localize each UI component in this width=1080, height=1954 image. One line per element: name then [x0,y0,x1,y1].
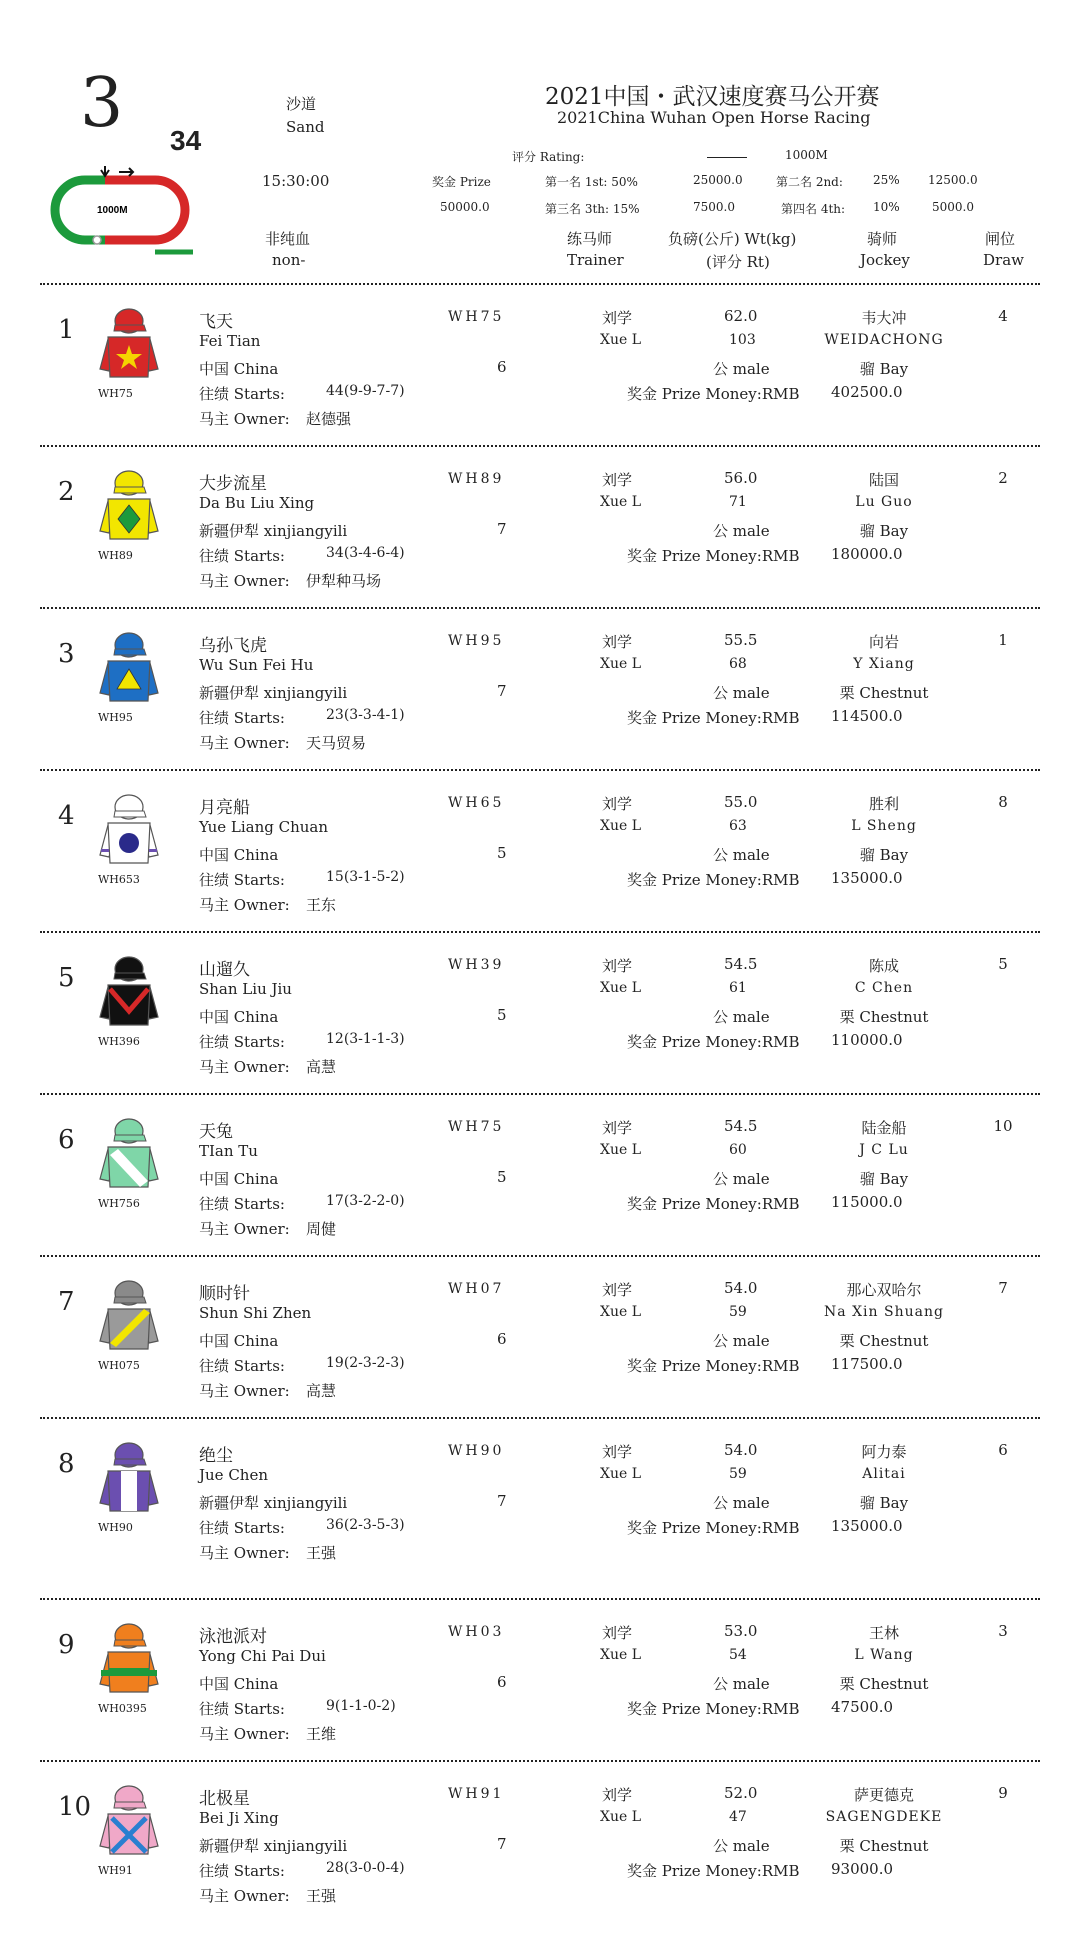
horse-color: 栗 Chestnut [839,1675,929,1693]
jockey-en: L Sheng [851,818,917,834]
list-item[interactable] [0,1105,1080,1255]
entry-separator [40,931,1040,933]
horse-age: 7 [497,520,507,538]
silk-code: WH90 [98,1521,133,1534]
rating: 59 [729,1466,747,1482]
jockey-cn: 陆国 [868,471,900,489]
horse-age: 6 [497,1330,507,1348]
starts-label: 往绩 Starts: [199,547,285,565]
prize-money-label: 奖金 Prize Money:RMB [627,1195,800,1213]
entry-separator [40,607,1040,609]
horse-origin: 中国 China [199,1675,279,1693]
silk-code: WH0395 [98,1702,147,1715]
horse-sex: 公 male [713,684,770,702]
starts-record: 17(3-2-2-0) [326,1193,405,1209]
horse-name-cn: 大步流星 [199,474,267,494]
jockey-cn: 陆金船 [861,1119,907,1137]
horse-name-en: Bei Ji Xing [199,1809,279,1827]
prize-money: 180000.0 [831,545,903,563]
surface-cn: 沙道 [286,95,317,113]
starts-label: 往绩 Starts: [199,385,285,403]
rating: 61 [729,980,747,996]
trainer-cn: 刘学 [602,1281,633,1299]
prize-money: 93000.0 [831,1860,894,1878]
trainer-en: Xue L [600,1647,642,1663]
col-jockey-cn: 骑师 [867,230,898,248]
list-item[interactable] [0,1772,1080,1922]
prize-total: 50000.0 [440,200,490,214]
horse-number: 7 [58,1287,75,1317]
silk-code: WH396 [98,1035,140,1048]
owner-name: 周健 [306,1220,337,1238]
prize-money-label: 奖金 Prize Money:RMB [627,547,800,565]
horse-sex: 公 male [713,1494,770,1512]
horse-color: 骝 Bay [859,360,909,378]
header-separator [40,283,1040,285]
draw-number: 10 [993,1117,1013,1135]
weight: 52.0 [724,1784,758,1802]
trainer-cn: 刘学 [602,633,633,651]
horse-name-en: Fei Tian [199,332,261,350]
jockey-en: Y Xiang [853,656,915,672]
fourth-pct: 10% [873,200,900,214]
rating: 54 [729,1647,747,1663]
prize-money: 402500.0 [831,383,903,401]
draw-number: 3 [998,1622,1008,1640]
list-item[interactable] [0,1610,1080,1760]
jockey-silk-icon [96,467,162,547]
horse-color: 栗 Chestnut [839,684,929,702]
jockey-cn: 阿力泰 [861,1443,907,1461]
horse-origin: 新疆伊犁 xinjiangyili [199,522,348,540]
owner-label: 马主 Owner: [199,410,290,428]
weight: 55.0 [724,793,758,811]
horse-name-cn: 泳池派对 [199,1627,267,1647]
jockey-cn: 王林 [868,1624,900,1642]
weight: 54.0 [724,1279,758,1297]
first-amount: 25000.0 [693,173,743,187]
owner-name: 高慧 [306,1058,337,1076]
silk-code: WH95 [98,711,133,724]
track-diagram [45,160,200,260]
jockey-silk-icon [96,1277,162,1357]
list-item[interactable] [0,619,1080,769]
horse-name-en: Da Bu Liu Xing [199,494,315,512]
rating: 71 [729,494,747,510]
silk-code: WH756 [98,1197,140,1210]
jockey-silk-icon [96,791,162,871]
trainer-en: Xue L [600,494,642,510]
track-distance-label: 1000M [97,205,128,216]
weight: 54.0 [724,1441,758,1459]
horse-sex: 公 male [713,522,770,540]
prize-money-label: 奖金 Prize Money:RMB [627,709,800,727]
draw-number: 5 [998,955,1008,973]
trainer-cn: 刘学 [602,471,633,489]
trainer-cn: 刘学 [602,1119,633,1137]
draw-number: 6 [998,1441,1008,1459]
draw-number: 8 [998,793,1008,811]
starts-record: 19(2-3-2-3) [326,1355,405,1371]
owner-name: 高慧 [306,1382,337,1400]
horse-origin: 新疆伊犁 xinjiangyili [199,1837,348,1855]
prize-money: 115000.0 [831,1193,903,1211]
entry-separator [40,1760,1040,1762]
horse-code: WH89 [448,471,505,487]
trainer-cn: 刘学 [602,309,633,327]
horse-code: WH03 [448,1624,505,1640]
horse-name-cn: 绝尘 [199,1446,233,1466]
horse-age: 7 [497,1835,507,1853]
col-draw-en: Draw [983,251,1024,269]
rating: 60 [729,1142,747,1158]
starts-label: 往绩 Starts: [199,1357,285,1375]
owner-label: 马主 Owner: [199,1220,290,1238]
trainer-en: Xue L [600,1142,642,1158]
horse-origin: 中国 China [199,846,279,864]
starts-record: 23(3-3-4-1) [326,707,405,723]
prize-money: 135000.0 [831,869,903,887]
horse-name-en: Yue Liang Chuan [199,818,329,836]
owner-label: 马主 Owner: [199,1887,290,1905]
horse-name-en: Yong Chi Pai Dui [199,1647,326,1665]
horse-origin: 中国 China [199,1332,279,1350]
title-cn: 2021中国・武汉速度赛马公开赛 [545,84,880,110]
horse-color: 骝 Bay [859,1170,909,1188]
horse-sex: 公 male [713,1837,770,1855]
prize-money-label: 奖金 Prize Money:RMB [627,1519,800,1537]
silk-code: WH75 [98,387,133,400]
race-number: 3 [80,64,124,143]
owner-label: 马主 Owner: [199,1725,290,1743]
list-item[interactable] [0,457,1080,607]
horse-code: WH91 [448,1786,505,1802]
jockey-silk-icon [96,305,162,385]
entry-separator [40,445,1040,447]
distance: 1000M [785,148,828,162]
prize-money-label: 奖金 Prize Money:RMB [627,385,800,403]
list-item[interactable] [0,781,1080,931]
horse-sex: 公 male [713,1332,770,1350]
rating: 59 [729,1304,747,1320]
col-weight-cn: 负磅(公斤) Wt(kg) [668,230,797,248]
horse-number: 1 [58,315,75,345]
weight: 55.5 [724,631,758,649]
prize-money-label: 奖金 Prize Money:RMB [627,1700,800,1718]
prize-money: 110000.0 [831,1031,903,1049]
horse-origin: 中国 China [199,1170,279,1188]
list-item[interactable] [0,1429,1080,1579]
jockey-en: SAGENGDEKE [825,1809,943,1825]
col-draw-cn: 闸位 [985,230,1016,248]
draw-number: 7 [998,1279,1008,1297]
jockey-silk-icon [96,629,162,709]
horse-name-cn: 山遛久 [199,960,250,980]
jockey-cn: 陈成 [868,957,900,975]
jockey-en: WEIDACHONG [824,332,944,348]
starts-label: 往绩 Starts: [199,1195,285,1213]
rating: 68 [729,656,747,672]
horse-name-en: Jue Chen [199,1466,268,1484]
jockey-cn: 胜利 [868,795,900,813]
horse-age: 5 [497,1168,507,1186]
owner-name: 天马贸易 [306,734,367,752]
owner-label: 马主 Owner: [199,896,290,914]
horse-color: 栗 Chestnut [839,1008,929,1026]
draw-number: 4 [998,307,1008,325]
list-item[interactable] [0,295,1080,445]
horse-name-cn: 月亮船 [199,798,250,818]
horse-name-cn: 乌孙飞虎 [199,636,267,656]
starts-record: 12(3-1-1-3) [326,1031,405,1047]
horse-age: 5 [497,844,507,862]
trainer-en: Xue L [600,1466,642,1482]
horse-sex: 公 male [713,1675,770,1693]
horse-sex: 公 male [713,846,770,864]
trainer-en: Xue L [600,1809,642,1825]
owner-label: 马主 Owner: [199,1058,290,1076]
starts-record: 44(9-9-7-7) [326,383,405,399]
prize-money-label: 奖金 Prize Money:RMB [627,1862,800,1880]
horse-origin: 新疆伊犁 xinjiangyili [199,1494,348,1512]
starts-record: 9(1-1-0-2) [326,1698,396,1714]
fourth-amount: 5000.0 [932,200,974,214]
breed-en: non- [272,251,306,269]
horse-age: 7 [497,682,507,700]
starts-label: 往绩 Starts: [199,1862,285,1880]
horse-number: 10 [58,1792,92,1822]
owner-name: 王强 [306,1544,337,1562]
prize-label: 奖金 Prize [432,175,491,189]
starts-label: 往绩 Starts: [199,1033,285,1051]
list-item[interactable] [0,1267,1080,1417]
jockey-cn: 萨更德克 [853,1786,915,1804]
horse-number: 6 [58,1125,75,1155]
horse-number: 4 [58,801,75,831]
horse-age: 6 [497,1673,507,1691]
owner-name: 王维 [306,1725,337,1743]
horse-sex: 公 male [713,1170,770,1188]
jockey-en: L Wang [854,1647,914,1663]
trainer-cn: 刘学 [602,795,633,813]
horse-name-en: Shan Liu Jiu [199,980,292,998]
starts-record: 15(3-1-5-2) [326,869,405,885]
jockey-silk-icon [96,953,162,1033]
owner-name: 赵德强 [306,410,352,428]
surface-en: Sand [286,118,325,136]
jockey-en: C Chen [854,980,914,996]
horse-color: 栗 Chestnut [839,1837,929,1855]
horse-code: WH39 [448,957,505,973]
jockey-silk-icon [96,1620,162,1700]
starts-label: 往绩 Starts: [199,871,285,889]
jockey-en: Na Xin Shuang [824,1304,944,1320]
fourth-label: 第四名 4th: [781,202,846,216]
jockey-silk-icon [96,1115,162,1195]
trainer-cn: 刘学 [602,957,633,975]
owner-label: 马主 Owner: [199,572,290,590]
rating: 63 [729,818,747,834]
trainer-cn: 刘学 [602,1786,633,1804]
weight: 54.5 [724,955,758,973]
entry-separator [40,1255,1040,1257]
horse-code: WH90 [448,1443,505,1459]
horse-color: 骝 Bay [859,846,909,864]
horse-name-en: Shun Shi Zhen [199,1304,312,1322]
horse-color: 骝 Bay [859,1494,909,1512]
horse-number: 3 [58,639,75,669]
trainer-en: Xue L [600,656,642,672]
horse-name-cn: 天兔 [199,1122,233,1142]
horse-name-cn: 飞天 [199,312,233,332]
horse-code: WH65 [448,795,505,811]
owner-label: 马主 Owner: [199,734,290,752]
jockey-en: Alitai [862,1466,906,1482]
entry-separator [40,1417,1040,1419]
horse-origin: 中国 China [199,360,279,378]
starts-record: 34(3-4-6-4) [326,545,405,561]
trainer-en: Xue L [600,818,642,834]
entry-separator [40,1598,1040,1600]
rating: 103 [729,332,756,348]
owner-label: 马主 Owner: [199,1544,290,1562]
starts-record: 36(2-3-5-3) [326,1517,405,1533]
jockey-cn: 那心双哈尔 [846,1281,922,1299]
horse-number: 2 [58,477,75,507]
silk-code: WH653 [98,873,140,886]
horse-number: 8 [58,1449,75,1479]
jockey-silk-icon [96,1782,162,1862]
second-pct: 25% [873,173,900,187]
col-trainer-cn: 练马师 [567,230,613,248]
horse-code: WH07 [448,1281,505,1297]
horse-origin: 新疆伊犁 xinjiangyili [199,684,348,702]
prize-money: 114500.0 [831,707,903,725]
prize-money-label: 奖金 Prize Money:RMB [627,1357,800,1375]
owner-name: 伊犁种马场 [306,572,382,590]
horse-age: 5 [497,1006,507,1024]
starts-label: 往绩 Starts: [199,709,285,727]
draw-number: 1 [998,631,1008,649]
horse-number: 9 [58,1630,75,1660]
prize-money-label: 奖金 Prize Money:RMB [627,1033,800,1051]
trainer-cn: 刘学 [602,1624,633,1642]
horse-number: 5 [58,963,75,993]
col-jockey-en: Jockey [860,251,910,269]
trainer-en: Xue L [600,980,642,996]
trainer-en: Xue L [600,1304,642,1320]
horse-name-en: TIan Tu [199,1142,258,1160]
race-time: 15:30:00 [262,172,330,190]
silk-code: WH91 [98,1864,133,1877]
prize-money-label: 奖金 Prize Money:RMB [627,871,800,889]
silk-code: WH89 [98,549,133,562]
horse-code: WH95 [448,633,505,649]
rating-blank [707,157,747,158]
starts-label: 往绩 Starts: [199,1700,285,1718]
trainer-cn: 刘学 [602,1443,633,1461]
horse-name-cn: 顺时针 [199,1284,250,1304]
starts-label: 往绩 Starts: [199,1519,285,1537]
horse-color: 栗 Chestnut [839,1332,929,1350]
jockey-cn: 韦大冲 [861,309,907,327]
horse-code: WH75 [448,309,505,325]
weight: 53.0 [724,1622,758,1640]
second-amount: 12500.0 [928,173,978,187]
weight: 56.0 [724,469,758,487]
horse-age: 7 [497,1492,507,1510]
draw-number: 9 [998,1784,1008,1802]
jockey-en: Lu Guo [855,494,913,510]
jockey-cn: 向岩 [868,633,900,651]
weight: 54.5 [724,1117,758,1135]
third-label: 第三名 3th: 15% [545,202,640,216]
entry-separator [40,1093,1040,1095]
second-label: 第二名 2nd: [776,175,843,189]
starts-record: 28(3-0-0-4) [326,1860,405,1876]
horse-sex: 公 male [713,360,770,378]
jockey-en: J C Lu [859,1142,909,1158]
title-en: 2021China Wuhan Open Horse Racing [557,108,871,127]
silk-code: WH075 [98,1359,140,1372]
horse-color: 骝 Bay [859,522,909,540]
first-label: 第一名 1st: 50% [545,175,638,189]
jockey-silk-icon [96,1439,162,1519]
weight: 62.0 [724,307,758,325]
draw-number: 2 [998,469,1008,487]
horse-origin: 中国 China [199,1008,279,1026]
third-amount: 7500.0 [693,200,735,214]
owner-name: 王强 [306,1887,337,1905]
col-trainer-en: Trainer [567,251,624,269]
owner-name: 王东 [306,896,337,914]
prize-money: 135000.0 [831,1517,903,1535]
rating: 47 [729,1809,747,1825]
entry-separator [40,769,1040,771]
col-weight-en: (评分 Rt) [706,253,770,271]
trainer-en: Xue L [600,332,642,348]
race-sub-number: 34 [170,125,202,156]
horse-sex: 公 male [713,1008,770,1026]
horse-age: 6 [497,358,507,376]
horse-code: WH75 [448,1119,505,1135]
horse-name-cn: 北极星 [199,1789,250,1809]
list-item[interactable] [0,943,1080,1093]
rating-label: 评分 Rating: [512,150,585,164]
breed-cn: 非纯血 [265,230,311,248]
owner-label: 马主 Owner: [199,1382,290,1400]
prize-money: 47500.0 [831,1698,894,1716]
prize-money: 117500.0 [831,1355,903,1373]
horse-name-en: Wu Sun Fei Hu [199,656,314,674]
